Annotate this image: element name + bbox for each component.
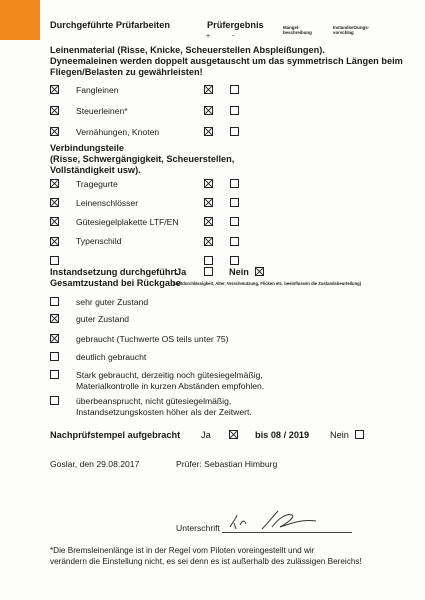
signature-label: Unterschrift — [176, 523, 220, 533]
place-date: Goslar, den 29.08.2017 — [50, 459, 140, 469]
stamp-yes-checkbox[interactable] — [229, 430, 238, 439]
line-item-minus-checkbox[interactable] — [230, 106, 239, 115]
line-item-minus-checkbox[interactable] — [230, 127, 239, 136]
condition-option-checkbox[interactable] — [50, 370, 59, 379]
line-item-checkbox[interactable] — [50, 85, 59, 94]
line-item-checkbox[interactable] — [50, 127, 59, 136]
condition-option-checkbox[interactable] — [50, 314, 59, 323]
part-item-label: Tragegurte — [76, 178, 118, 189]
part-item-checkbox[interactable] — [50, 217, 59, 226]
line-item-label: Vernähungen, Knoten — [76, 126, 160, 137]
condition-title: Gesamtzustand bei Rückgabe — [50, 278, 181, 288]
condition-option-label: sehr guter Zustand — [76, 296, 149, 307]
parts-section-title: Verbindungsteile (Risse, Schwergängigkeit, Scheuerstellen, Vollständigkeit usw). — [50, 143, 235, 175]
line-item-minus-checkbox[interactable] — [230, 85, 239, 94]
inspector-name: Prüfer: Sebastian Himburg — [176, 459, 278, 469]
condition-option-label: gebraucht (Tuchwerte OS teils unter 75) — [76, 333, 229, 344]
part-item-minus-checkbox[interactable] — [230, 256, 239, 265]
stamp-label: Nachprüfstempel aufgebracht — [50, 430, 181, 440]
footer-note: *Die Bremsleinenlänge ist in der Regel vom Piloten voreingestellt und wir verändern die Einstellung nicht, es sei denn es ist außerhalb des zulässigen Bereichs! — [50, 546, 362, 566]
condition-option-checkbox[interactable] — [50, 396, 59, 405]
stamp-yes-label: Ja — [201, 430, 211, 440]
condition-option-label: deutlich gebraucht — [76, 351, 147, 362]
stamp-no-label: Nein — [330, 430, 349, 440]
signature-scribble — [222, 505, 332, 535]
repair-header: Instandsetzungs- vorschlag — [333, 25, 370, 35]
part-item-plus-checkbox[interactable] — [204, 179, 213, 188]
part-item-checkbox[interactable] — [50, 237, 59, 246]
stamp-until: bis 08 / 2019 — [255, 430, 310, 440]
result-header: Prüfergebnis — [207, 20, 264, 30]
part-item-checkbox[interactable] — [50, 179, 59, 188]
line-item-label: Steuerleinen* — [76, 105, 128, 116]
line-item-plus-checkbox[interactable] — [204, 127, 213, 136]
repair-yes-checkbox[interactable] — [204, 267, 213, 276]
condition-option-checkbox[interactable] — [50, 297, 59, 306]
condition-option-checkbox[interactable] — [50, 334, 59, 343]
part-item-minus-checkbox[interactable] — [230, 198, 239, 207]
condition-option-label: Stark gebraucht, derzeitig noch gütesiegelmäßig, Materialkontrolle in kurzen Abständen empfohlen. — [76, 369, 265, 391]
part-item-checkbox[interactable] — [50, 256, 59, 265]
plus-header: + — [206, 33, 211, 40]
repair-label: Instandsetzung durchgeführt — [50, 267, 178, 277]
part-item-plus-checkbox[interactable] — [204, 198, 213, 207]
part-item-plus-checkbox[interactable] — [204, 237, 213, 246]
part-item-minus-checkbox[interactable] — [230, 237, 239, 246]
repair-no-checkbox[interactable] — [255, 267, 264, 276]
lines-section-title: Leinenmaterial (Risse, Knicke, Scheuerstellen Abspleißungen). Dyneemaleinen werden doppelt ausgetauscht um das symmetrisch Längen beim Fliegen/Belasten zu gewährleisten! — [50, 45, 403, 77]
line-item-plus-checkbox[interactable] — [204, 106, 213, 115]
repair-no-label: Nein — [229, 267, 249, 277]
part-item-minus-checkbox[interactable] — [230, 179, 239, 188]
part-item-minus-checkbox[interactable] — [230, 217, 239, 226]
stamp-no-checkbox[interactable] — [355, 430, 364, 439]
line-item-checkbox[interactable] — [50, 106, 59, 115]
orange-corner-mark — [0, 0, 40, 40]
condition-option-label: überbeansprucht, nicht gütesiegelmäßig, Instandsetzungskosten höher als der Zeitwert. — [76, 395, 252, 417]
line-item-label: Fangleinen — [76, 84, 119, 95]
defect-header: Mangel- beschreibung — [283, 25, 312, 35]
part-item-plus-checkbox[interactable] — [204, 256, 213, 265]
part-item-label: Gütesiegelplakette LTF/EN — [76, 216, 179, 227]
page-title: Durchgeführte Prüfarbeiten — [50, 20, 170, 30]
repair-yes-label: Ja — [176, 267, 187, 277]
part-item-label: Typenschild — [76, 236, 122, 247]
condition-option-checkbox[interactable] — [50, 352, 59, 361]
part-item-checkbox[interactable] — [50, 198, 59, 207]
part-item-label: Leinenschlösser — [76, 197, 139, 208]
condition-option-label: guter Zustand — [76, 313, 130, 324]
condition-note: (Luftdurchlässigkeit, Alter, Verschmutzung, Flicken etc. beeinflussen die Zustandsbeurteilung) — [173, 281, 362, 286]
minus-header: - — [232, 33, 235, 40]
line-item-plus-checkbox[interactable] — [204, 85, 213, 94]
part-item-plus-checkbox[interactable] — [204, 217, 213, 226]
